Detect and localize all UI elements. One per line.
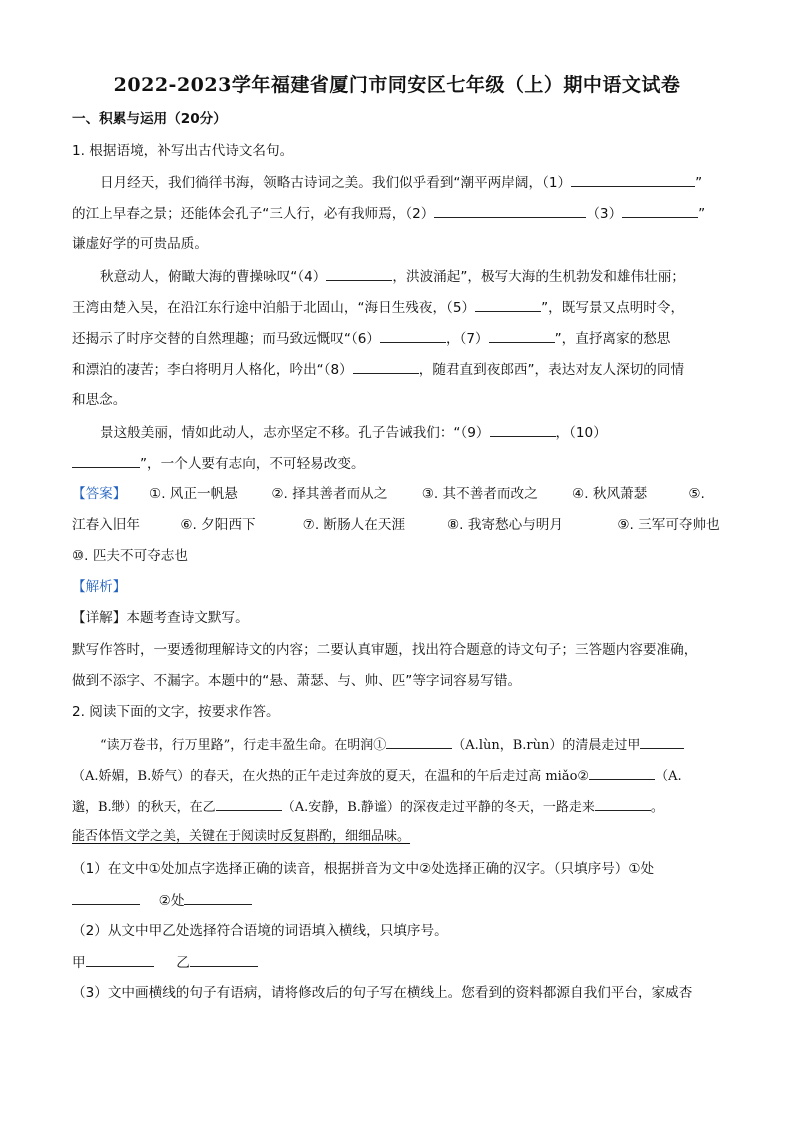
q2-stem: 2. 阅读下面的文字，按要求作答。 [72, 704, 280, 720]
answer-item: ⑨. 三军可夺帅也 [617, 517, 720, 533]
answer-blank-q2-1[interactable] [386, 734, 452, 749]
answer-blank-q2-3[interactable] [595, 796, 651, 811]
q2-subquestion-2: （2）从文中甲乙处选择符合语境的词语填入横线，只填序号。 [72, 923, 448, 939]
answer-blank-q2-2[interactable] [589, 765, 655, 780]
answer-item: ⑥. 夕阳西下 [180, 517, 256, 533]
answer-blank-1[interactable] [571, 172, 695, 187]
answer-item: ⑧. 我寄愁心与明月 [446, 517, 563, 533]
answer-line: ⑩. 匹夫不可夺志也 [72, 548, 188, 564]
answer-blank-site-1[interactable] [72, 890, 140, 905]
answer-blank-5[interactable] [475, 297, 541, 312]
q1-line: ”，一个人要有志向，不可轻易改变。 [72, 453, 365, 474]
answer-line [72, 484, 705, 504]
section-heading: 一、积累与运用（20分） [72, 111, 227, 127]
page-title: 2022-2023学年福建省厦门市同安区七年级（上）期中语文试卷 [113, 74, 681, 96]
q2-underlined-sentence: 能否体悟文学之美，关键在于阅读时反复斟酌，细细品味。 [72, 829, 411, 844]
answer-item: ⑦. 断肠人在天涯 [302, 517, 406, 533]
q2-subquestion-1: （1）在文中①处加点字选择正确的读音，根据拼音为文中②处选择正确的汉字。（只填序号）①处 [72, 861, 655, 877]
answer-blank-10[interactable] [72, 453, 140, 468]
answer-blank-q2-jia[interactable] [640, 734, 684, 749]
answer-item: ⑤. [688, 486, 705, 502]
q1-line: 还揭示了时序交替的自然理趣；而马致远慨叹“（6） ，（7） ”，直抒离家的愁思 [72, 328, 670, 349]
analysis-text: 做到不添字、不漏字。本题中的“悬、萧瑟、与、帅、匹”等字词容易写错。 [72, 673, 522, 689]
analysis-label: 【解析】 [72, 579, 127, 595]
answer-item: ③. 其不善者而改之 [421, 486, 538, 502]
q2-subquestion-3: （3）文中画横线的句子有语病，请将修改后的句子写在横线上。您看到的资料都源自我们平台，家威杏 [72, 985, 693, 1001]
answer-blank-yi[interactable] [190, 952, 258, 967]
answer-blank-3[interactable] [622, 203, 698, 218]
answer-blank-site-2[interactable] [184, 890, 252, 905]
answer-label: 【答案】 [72, 486, 127, 502]
q2-subquestion-2-answers: 甲 乙 [72, 952, 258, 973]
answer-blank-6[interactable] [380, 328, 446, 343]
answer-blank-4[interactable] [326, 266, 392, 281]
answer-item: ④. 秋风萧瑟 [572, 486, 648, 502]
q1-line: 和漂泊的凄苦；李白将明月人格化，吟出“（8） ，随君直到夜郎西”，表达对友人深切的同情 [72, 359, 684, 380]
q1-line: 的江上早春之景；还能体会孔子“三人行，必有我师焉，（2） （3） ” [72, 203, 705, 224]
q2-subquestion-1-answers: ②处 [72, 890, 252, 911]
answer-blank-q2-yi[interactable] [216, 796, 282, 811]
q2-text-line: “读万卷书，行万里路”，行走丰盈生命。在明润① （A.lùn，B.rùn）的清晨走过甲 [100, 734, 684, 756]
answer-blank-7[interactable] [489, 328, 555, 343]
q2-text-line: （A.娇媚，B.娇气）的春天，在火热的正午走过奔放的夏天，在温和的午后走过高 miǎo② （A. [72, 765, 682, 787]
q1-line: 日月经天，我们徜徉书海，领略古诗词之美。我们似乎看到“潮平两岸阔，（1） ” [100, 172, 702, 193]
answer-blank-jia[interactable] [86, 952, 154, 967]
answer-blank-8[interactable] [353, 359, 419, 374]
answer-blank-9[interactable] [490, 422, 556, 437]
q1-line: 谦虚好学的可贵品质。 [72, 236, 208, 252]
q1-line: 景这般美丽，情如此动人，志亦坚定不移。孔子告诫我们：“（9） ，（10） [100, 422, 607, 443]
answer-item: ①. 风正一帆悬 [149, 486, 238, 502]
q1-stem: 1. 根据语境，补写出古代诗文名句。 [72, 143, 294, 159]
answer-line [72, 515, 720, 535]
answer-blank-2[interactable] [434, 203, 586, 218]
answer-item: 江春入旧年 [72, 517, 140, 533]
q2-text-line: 邈，B.缈）的秋天，在乙 （A.安静，B.静谧）的深夜走过平静的冬天，一路走来 。 [72, 796, 664, 818]
answer-item: ②. 择其善者而从之 [271, 486, 388, 502]
q1-line: 秋意动人，俯瞰大海的曹操咏叹“（4） ，洪波涌起”，极写大海的生机勃发和雄伟壮丽； [100, 266, 685, 287]
q1-line: 王湾由楚入吴，在沿江东行途中泊船于北固山，“海日生残夜，（5） ”，既写景又点明时令， [72, 297, 684, 318]
analysis-text: 默写作答时，一要透彻理解诗文的内容；二要认真审题，找出符合题意的诗文句子；三答题内容要准确， [72, 642, 698, 658]
analysis-detail: 【详解】本题考查诗文默写。 [72, 610, 249, 626]
q1-line: 和思念。 [72, 392, 127, 408]
